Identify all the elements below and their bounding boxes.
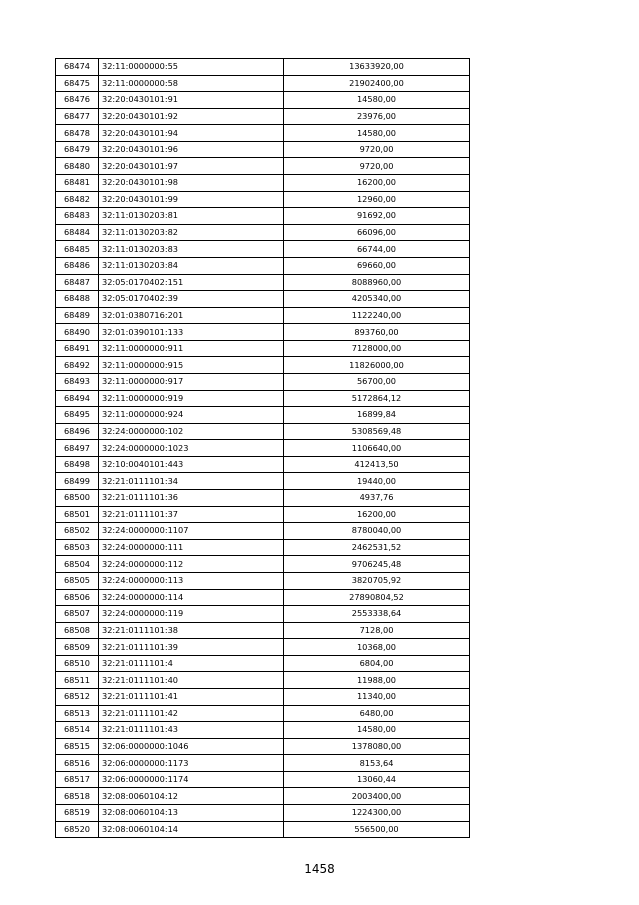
- cadastral-number-cell: 32:24:0000000:114: [99, 589, 284, 606]
- cadastral-value-cell: 7128,00: [284, 622, 470, 639]
- row-number-cell: 68516: [56, 755, 99, 772]
- cadastral-number-cell: 32:20:0430101:94: [99, 125, 284, 142]
- row-number-cell: 68512: [56, 688, 99, 705]
- row-number-cell: 68505: [56, 572, 99, 589]
- cadastral-number-cell: 32:11:0000000:911: [99, 340, 284, 357]
- table-row: [56, 805, 470, 822]
- row-number-cell: 68490: [56, 324, 99, 341]
- cadastral-number-cell: 32:01:0390101:133: [99, 324, 284, 341]
- table-row: [56, 622, 470, 639]
- table-row: [56, 324, 470, 341]
- cadastral-number-cell: 32:20:0430101:91: [99, 92, 284, 109]
- cadastral-number-cell: 32:05:0170402:39: [99, 291, 284, 308]
- row-number-cell: 68502: [56, 523, 99, 540]
- cadastral-value-cell: 2003400,00: [284, 788, 470, 805]
- cadastral-number-cell: 32:21:0111101:4: [99, 655, 284, 672]
- row-number-cell: 68493: [56, 373, 99, 390]
- cadastral-value-cell: 4205340,00: [284, 291, 470, 308]
- table-row: [56, 291, 470, 308]
- row-number-cell: 68477: [56, 108, 99, 125]
- table-row: [56, 788, 470, 805]
- cadastral-value-cell: 10368,00: [284, 639, 470, 656]
- cadastral-number-cell: 32:24:0000000:119: [99, 606, 284, 623]
- row-number-cell: 68484: [56, 224, 99, 241]
- row-number-cell: 68479: [56, 141, 99, 158]
- row-number-cell: 68483: [56, 208, 99, 225]
- cadastral-value-cell: 1106640,00: [284, 440, 470, 457]
- table-row: [56, 191, 470, 208]
- table-row: [56, 506, 470, 523]
- cadastral-number-cell: 32:11:0000000:58: [99, 75, 284, 92]
- cadastral-value-cell: 14580,00: [284, 92, 470, 109]
- table-row: [56, 92, 470, 109]
- table-row: [56, 224, 470, 241]
- cadastral-value-table: [55, 58, 470, 838]
- cadastral-number-cell: 32:11:0130203:82: [99, 224, 284, 241]
- cadastral-value-cell: 556500,00: [284, 821, 470, 838]
- table-row: [56, 307, 470, 324]
- table-body: [56, 59, 470, 838]
- row-number-cell: 68514: [56, 722, 99, 739]
- row-number-cell: 68491: [56, 340, 99, 357]
- cadastral-number-cell: 32:24:0000000:112: [99, 556, 284, 573]
- cadastral-number-cell: 32:20:0430101:97: [99, 158, 284, 175]
- cadastral-number-cell: 32:08:0060104:14: [99, 821, 284, 838]
- row-number-cell: 68474: [56, 59, 99, 76]
- row-number-cell: 68517: [56, 771, 99, 788]
- cadastral-value-cell: 1378080,00: [284, 738, 470, 755]
- row-number-cell: 68519: [56, 805, 99, 822]
- cadastral-value-cell: 8153,64: [284, 755, 470, 772]
- cadastral-number-cell: 32:21:0111101:42: [99, 705, 284, 722]
- cadastral-number-cell: 32:20:0430101:99: [99, 191, 284, 208]
- cadastral-value-cell: 8780040,00: [284, 523, 470, 540]
- cadastral-value-cell: 8088960,00: [284, 274, 470, 291]
- row-number-cell: 68501: [56, 506, 99, 523]
- cadastral-value-cell: 9720,00: [284, 158, 470, 175]
- row-number-cell: 68485: [56, 241, 99, 258]
- row-number-cell: 68497: [56, 440, 99, 457]
- cadastral-value-cell: 13060,44: [284, 771, 470, 788]
- cadastral-number-cell: 32:20:0430101:98: [99, 175, 284, 192]
- cadastral-number-cell: 32:20:0430101:96: [99, 141, 284, 158]
- table-row: [56, 357, 470, 374]
- row-number-cell: 68478: [56, 125, 99, 142]
- row-number-cell: 68482: [56, 191, 99, 208]
- row-number-cell: 68496: [56, 423, 99, 440]
- row-number-cell: 68495: [56, 407, 99, 424]
- cadastral-value-cell: 16200,00: [284, 506, 470, 523]
- table-row: [56, 655, 470, 672]
- row-number-cell: 68507: [56, 606, 99, 623]
- table-row: [56, 473, 470, 490]
- table-row: [56, 257, 470, 274]
- row-number-cell: 68480: [56, 158, 99, 175]
- table-row: [56, 539, 470, 556]
- cadastral-value-cell: 19440,00: [284, 473, 470, 490]
- cadastral-number-cell: 32:24:0000000:113: [99, 572, 284, 589]
- cadastral-number-cell: 32:08:0060104:12: [99, 788, 284, 805]
- table-row: [56, 141, 470, 158]
- cadastral-value-cell: 2462531,52: [284, 539, 470, 556]
- row-number-cell: 68486: [56, 257, 99, 274]
- cadastral-value-cell: 11826000,00: [284, 357, 470, 374]
- cadastral-value-cell: 6480,00: [284, 705, 470, 722]
- row-number-cell: 68506: [56, 589, 99, 606]
- cadastral-value-cell: 66096,00: [284, 224, 470, 241]
- cadastral-value-cell: 23976,00: [284, 108, 470, 125]
- table-row: [56, 390, 470, 407]
- cadastral-value-cell: 1122240,00: [284, 307, 470, 324]
- cadastral-value-cell: 5172864,12: [284, 390, 470, 407]
- cadastral-number-cell: 32:21:0111101:36: [99, 490, 284, 507]
- table-row: [56, 175, 470, 192]
- table-row: [56, 556, 470, 573]
- table-row: [56, 589, 470, 606]
- cadastral-number-cell: 32:11:0000000:924: [99, 407, 284, 424]
- table-row: [56, 755, 470, 772]
- row-number-cell: 68489: [56, 307, 99, 324]
- cadastral-value-cell: 893760,00: [284, 324, 470, 341]
- row-number-cell: 68511: [56, 672, 99, 689]
- cadastral-number-cell: 32:21:0111101:34: [99, 473, 284, 490]
- cadastral-value-cell: 9720,00: [284, 141, 470, 158]
- row-number-cell: 68494: [56, 390, 99, 407]
- cadastral-number-cell: 32:11:0130203:83: [99, 241, 284, 258]
- row-number-cell: 68513: [56, 705, 99, 722]
- cadastral-number-cell: 32:20:0430101:92: [99, 108, 284, 125]
- table-row: [56, 572, 470, 589]
- cadastral-value-cell: 11340,00: [284, 688, 470, 705]
- row-number-cell: 68488: [56, 291, 99, 308]
- row-number-cell: 68487: [56, 274, 99, 291]
- cadastral-number-cell: 32:06:0000000:1046: [99, 738, 284, 755]
- row-number-cell: 68476: [56, 92, 99, 109]
- table-row: [56, 125, 470, 142]
- table-row: [56, 821, 470, 838]
- table-row: [56, 639, 470, 656]
- table-row: [56, 59, 470, 76]
- cadastral-number-cell: 32:24:0000000:1023: [99, 440, 284, 457]
- cadastral-number-cell: 32:21:0111101:37: [99, 506, 284, 523]
- table-row: [56, 373, 470, 390]
- cadastral-value-cell: 14580,00: [284, 125, 470, 142]
- cadastral-value-cell: 91692,00: [284, 208, 470, 225]
- cadastral-number-cell: 32:01:0380716:201: [99, 307, 284, 324]
- row-number-cell: 68518: [56, 788, 99, 805]
- cadastral-number-cell: 32:10:0040101:443: [99, 456, 284, 473]
- cadastral-number-cell: 32:21:0111101:41: [99, 688, 284, 705]
- cadastral-number-cell: 32:21:0111101:40: [99, 672, 284, 689]
- table-row: [56, 672, 470, 689]
- cadastral-value-cell: 56700,00: [284, 373, 470, 390]
- table-row: [56, 423, 470, 440]
- cadastral-value-cell: 69660,00: [284, 257, 470, 274]
- cadastral-number-cell: 32:24:0000000:1107: [99, 523, 284, 540]
- cadastral-number-cell: 32:21:0111101:39: [99, 639, 284, 656]
- table-row: [56, 241, 470, 258]
- cadastral-value-cell: 9706245,48: [284, 556, 470, 573]
- cadastral-number-cell: 32:24:0000000:102: [99, 423, 284, 440]
- row-number-cell: 68475: [56, 75, 99, 92]
- cadastral-number-cell: 32:21:0111101:43: [99, 722, 284, 739]
- table-row: [56, 407, 470, 424]
- table-row: [56, 688, 470, 705]
- cadastral-number-cell: 32:11:0000000:55: [99, 59, 284, 76]
- cadastral-value-cell: 14580,00: [284, 722, 470, 739]
- row-number-cell: 68481: [56, 175, 99, 192]
- cadastral-value-cell: 7128000,00: [284, 340, 470, 357]
- table-row: [56, 456, 470, 473]
- cadastral-value-cell: 4937,76: [284, 490, 470, 507]
- row-number-cell: 68503: [56, 539, 99, 556]
- row-number-cell: 68508: [56, 622, 99, 639]
- cadastral-value-cell: 6804,00: [284, 655, 470, 672]
- row-number-cell: 68515: [56, 738, 99, 755]
- row-number-cell: 68500: [56, 490, 99, 507]
- table-row: [56, 108, 470, 125]
- table-row: [56, 523, 470, 540]
- cadastral-value-cell: 11988,00: [284, 672, 470, 689]
- cadastral-value-cell: 5308569,48: [284, 423, 470, 440]
- table-row: [56, 274, 470, 291]
- table-row: [56, 75, 470, 92]
- cadastral-value-cell: 16200,00: [284, 175, 470, 192]
- cadastral-number-cell: 32:11:0000000:915: [99, 357, 284, 374]
- cadastral-number-cell: 32:06:0000000:1174: [99, 771, 284, 788]
- table-row: [56, 722, 470, 739]
- cadastral-value-cell: 12960,00: [284, 191, 470, 208]
- table-row: [56, 606, 470, 623]
- cadastral-value-cell: 21902400,00: [284, 75, 470, 92]
- row-number-cell: 68498: [56, 456, 99, 473]
- cadastral-number-cell: 32:11:0130203:81: [99, 208, 284, 225]
- table-row: [56, 490, 470, 507]
- cadastral-value-cell: 13633920,00: [284, 59, 470, 76]
- row-number-cell: 68492: [56, 357, 99, 374]
- table-row: [56, 440, 470, 457]
- cadastral-number-cell: 32:11:0000000:919: [99, 390, 284, 407]
- cadastral-number-cell: 32:21:0111101:38: [99, 622, 284, 639]
- table-row: [56, 705, 470, 722]
- cadastral-value-cell: 27890804,52: [284, 589, 470, 606]
- cadastral-number-cell: 32:11:0130203:84: [99, 257, 284, 274]
- row-number-cell: 68509: [56, 639, 99, 656]
- cadastral-value-cell: 412413,50: [284, 456, 470, 473]
- cadastral-value-cell: 1224300,00: [284, 805, 470, 822]
- table-row: [56, 738, 470, 755]
- row-number-cell: 68520: [56, 821, 99, 838]
- cadastral-value-cell: 66744,00: [284, 241, 470, 258]
- row-number-cell: 68510: [56, 655, 99, 672]
- cadastral-number-cell: 32:06:0000000:1173: [99, 755, 284, 772]
- table-row: [56, 208, 470, 225]
- row-number-cell: 68504: [56, 556, 99, 573]
- cadastral-value-cell: 2553338,64: [284, 606, 470, 623]
- cadastral-value-cell: 16899,84: [284, 407, 470, 424]
- cadastral-number-cell: 32:08:0060104:13: [99, 805, 284, 822]
- table-row: [56, 340, 470, 357]
- cadastral-number-cell: 32:11:0000000:917: [99, 373, 284, 390]
- row-number-cell: 68499: [56, 473, 99, 490]
- cadastral-value-cell: 3820705,92: [284, 572, 470, 589]
- cadastral-number-cell: 32:05:0170402:151: [99, 274, 284, 291]
- table-row: [56, 158, 470, 175]
- cadastral-number-cell: 32:24:0000000:111: [99, 539, 284, 556]
- page-number: 1458: [304, 862, 335, 876]
- table-row: [56, 771, 470, 788]
